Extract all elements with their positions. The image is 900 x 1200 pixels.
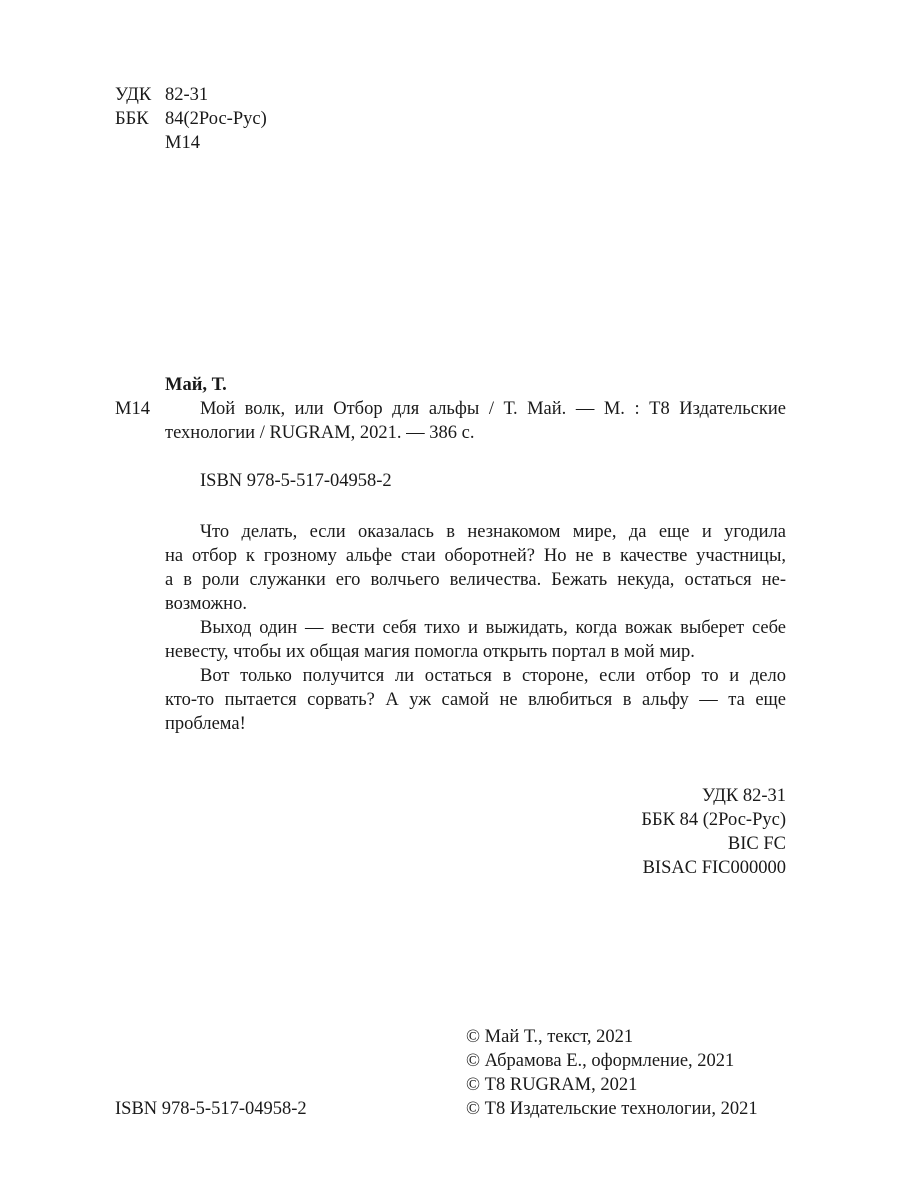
footer-isbn: ISBN 978-5-517-04958-2 [115,1099,307,1119]
bbk-label: ББК [115,109,149,129]
classification-code: ББК 84 (2Рос-Рус) [641,810,786,830]
annotation-line: Что делать, если оказалась в незнакомом мире, да еще и угодила [200,522,786,542]
udk-label: УДК [115,85,152,105]
copyright-line: © Т8 RUGRAM, 2021 [466,1075,638,1095]
biblio-line: технологии / RUGRAM, 2021. — 386 с. [165,423,475,443]
classification-code: УДК 82-31 [702,786,786,806]
author-name: Май, Т. [165,375,227,395]
author-sign: М14 [115,399,150,419]
annotation-line: возможно. [165,594,247,614]
biblio-line: Мой волк, или Отбор для альфы / Т. Май. — М. : Т8 Издательские [200,399,786,419]
annotation-line: проблема! [165,714,246,734]
annotation-line: Вот только получится ли остаться в стороне, если отбор то и дело [200,666,786,686]
copyright-line: © Абрамова Е., оформление, 2021 [466,1051,735,1071]
annotation-line: невесту, чтобы их общая магия помогла открыть портал в мой мир. [165,642,695,662]
copyright-line: © Т8 Издательские технологии, 2021 [466,1099,758,1119]
annotation-line: кто-то пытается сорвать? А уж самой не влюбиться в альфу — та еще [165,690,786,710]
isbn: ISBN 978-5-517-04958-2 [200,471,392,491]
author-sign: М14 [165,133,200,153]
udk-value: 82-31 [165,85,209,105]
bbk-value: 84(2Рос-Рус) [165,109,267,129]
classification-code: BISAC FIC000000 [642,858,786,878]
copyright-line: © Май Т., текст, 2021 [466,1027,634,1047]
classification-code: BIC FC [727,834,786,854]
annotation-line: Выход один — вести себя тихо и выжидать, когда вожак выберет себе [200,618,786,638]
annotation-line: а в роли служанки его волчьего величества. Бежать некуда, остаться не- [165,570,786,590]
annotation-line: на отбор к грозному альфе стаи оборотней? Но не в качестве участницы, [165,546,786,566]
